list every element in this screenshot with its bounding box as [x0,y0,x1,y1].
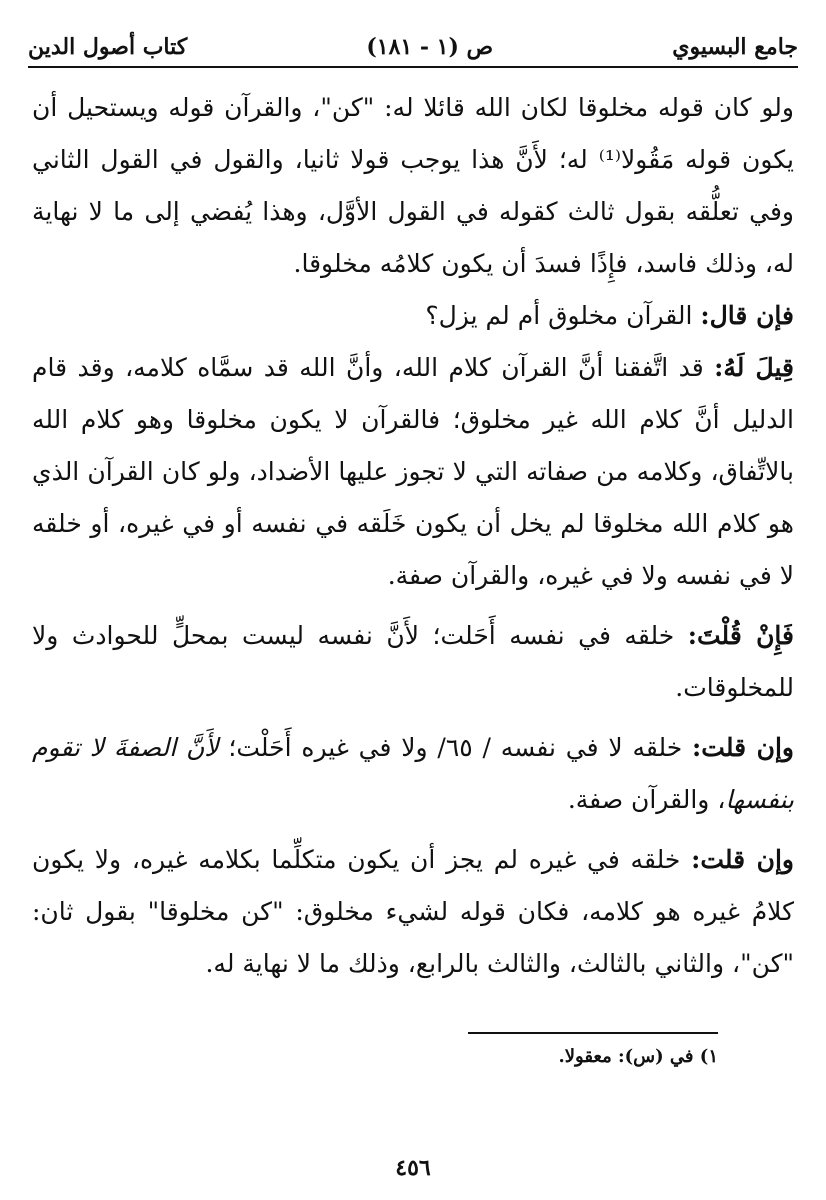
footnote: ١) في (س): معقولا. [558,1046,718,1067]
paragraph-5 [32,722,794,826]
paragraph-5-text-b: ، والقرآن صفة. [567,785,726,814]
header-book-author: جامع البسيوي [672,34,798,60]
header-page-range: ص (١ - ١٨١) [366,34,494,60]
paragraph-3-lead: قِيلَ لَهُ: [714,353,794,382]
running-header [28,30,798,64]
header-chapter-title: كتاب أصول الدين [28,34,188,60]
paragraph-2 [32,290,794,342]
footnote-divider [468,1032,718,1034]
paragraph-6 [32,834,794,990]
paragraph-4-lead: فَإِنْ قُلْتَ: [687,621,794,650]
paragraph-4 [32,610,794,714]
main-text [32,82,794,990]
paragraph-1 [32,82,794,290]
paragraph-5-italic: لأَنَّ الصفةَ لا تقوم بنفسها [32,733,794,814]
paragraph-2-text: القرآن مخلوق أم لم يزل؟ [425,301,701,330]
paragraph-5-lead: وإن قلت: [692,733,794,762]
paragraph-2-lead: فإن قال: [700,301,794,330]
paragraph-4-text: خلقه في نفسه أَحَلت؛ لأَنَّ نفسه ليست بمحلٍّ للحوادث ولا للمخلوقات. [32,621,794,702]
page-number: ٤٥٦ [395,1155,431,1181]
paragraph-1-text: ولو كان قوله مخلوقا لكان الله قائلا له: "كن"، والقرآن قوله ويستحيل أن يكون قوله مَقُولا⁽¹⁾ له؛ لأَنَّ هذا يوجب قولا ثانيا، والقول في القول الثاني وفي تعلُّقه بقول ثالث كقوله في القول الأوَّل، وهذا يُفضي إلى ما لا نهاية له، وذلك فاسد، فإِذًا فسدَ أن يكون كلامُه مخلوقا. [32,93,794,278]
header-divider [28,66,798,68]
paragraph-5-text-a: خلقه لا في نفسه / ٦٥/ ولا في غيره أَحَلْت؛ [218,733,693,762]
paragraph-6-lead: وإن قلت: [691,845,794,874]
paragraph-3 [32,342,794,602]
paragraph-6-text: خلقه في غيره لم يجز أن يكون متكلِّما بكلامه غيره، ولا يكون كلامُ غيره هو كلامه، فكان قوله لشيء مخلوق: "كن مخلوقا" بقول ثان: "كن"، والثاني بالثالث، والثالث بالرابع، وذلك ما لا نهاية له. [32,845,794,978]
paragraph-3-text: قد اتَّفقنا أنَّ القرآن كلام الله، وأنَّ الله قد سمَّاه كلامه، وقد قام الدليل أنَّ كلام الله غير مخلوق؛ فالقرآن لا يكون مخلوقا وهو كلام الله بالاتِّفاق، وكلامه من صفاته التي لا تجوز عليها الأضداد، ولو كان القرآن الذي هو كلام الله مخلوقا لم يخل أن يكون خَلَقه في نفسه أو في غيره، أو خلقه لا في نفسه ولا في غيره، والقرآن صفة. [32,353,794,590]
